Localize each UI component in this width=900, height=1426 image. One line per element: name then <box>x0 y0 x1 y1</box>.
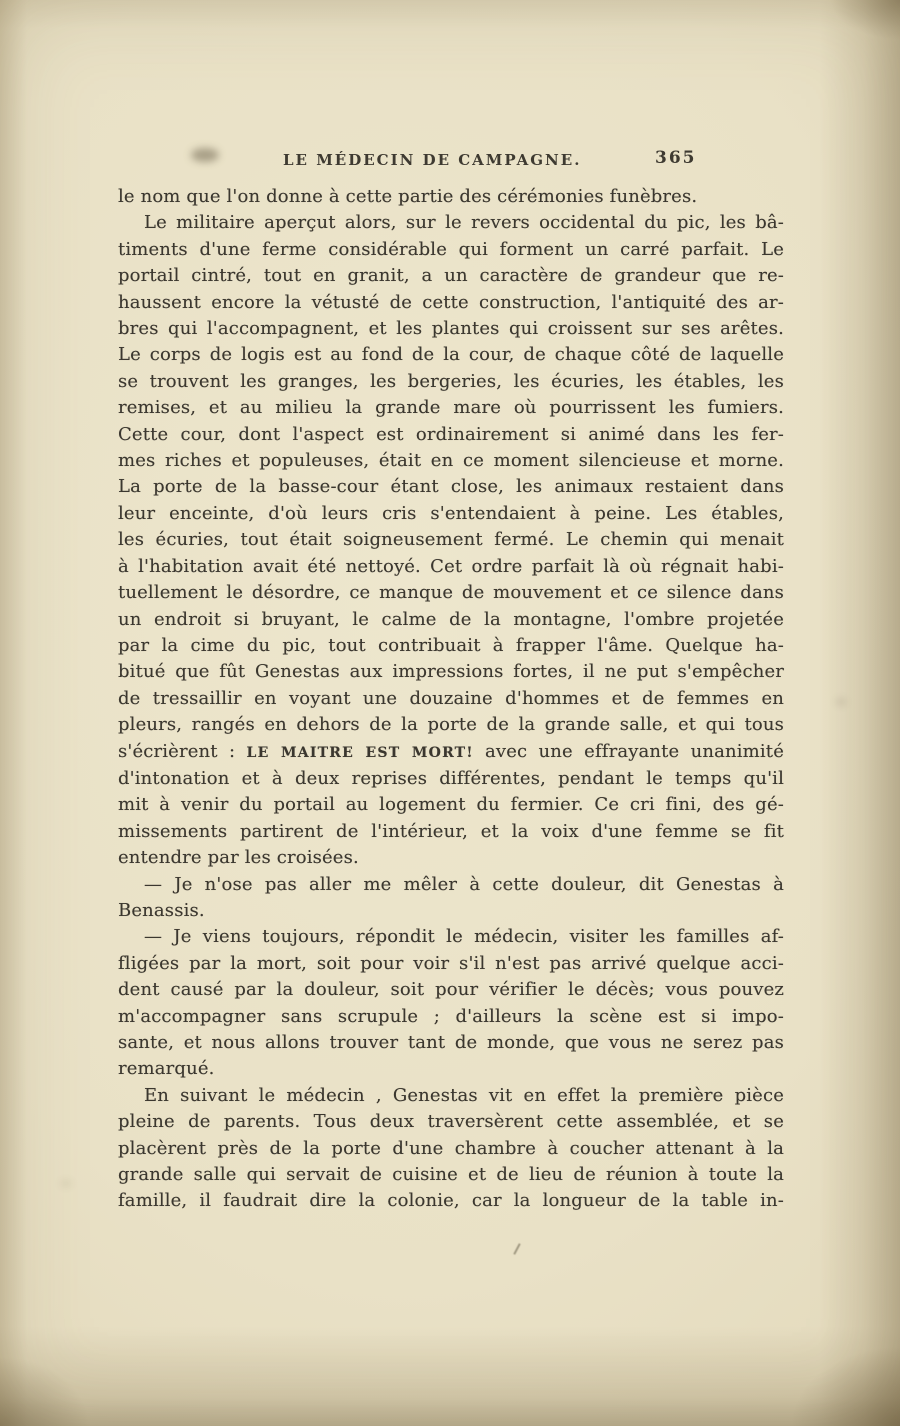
text-line: pleine de parents. Tous deux traversèrent cette assemblée, et se <box>118 1111 784 1133</box>
ink-smudge <box>191 148 219 162</box>
text-line: La porte de la basse-cour étant close, les animaux restaient dans <box>118 476 784 498</box>
text-line: se trouvent les granges, les bergeries, les écuries, les étables, les <box>118 370 784 392</box>
text-line: placèrent près de la porte d'une chambre à coucher attenant à la <box>118 1137 784 1159</box>
page-number: 365 <box>655 148 697 168</box>
text-line: par la cime du pic, tout contribuait à frapper l'âme. Quelque ha- <box>118 634 784 656</box>
text-line: tuellement le désordre, ce manque de mouvement et ce silence dans <box>118 582 784 604</box>
text-line: un endroit si bruyant, le calme de la montagne, l'ombre projetée <box>118 608 784 630</box>
paper-stain <box>836 698 846 706</box>
text-line: pleurs, rangés en dehors de la porte de la grande salle, et qui tous <box>118 714 784 736</box>
text-line: dent causé par la douleur, soit pour vérifier le décès; vous pouvez <box>118 979 784 1001</box>
page-edge-shadow <box>0 1356 90 1426</box>
text-line: haussent encore la vétusté de cette construction, l'antiquité des ar- <box>118 291 784 313</box>
text-line: Cette cour, dont l'aspect est ordinairement si animé dans les fer- <box>118 423 784 445</box>
text-line: fligées par la mort, soit pour voir s'il n'est pas arrivé quelque acci- <box>118 952 784 974</box>
text-line: remarqué. <box>118 1058 215 1080</box>
text-line: timents d'une ferme considérable qui forment un carré parfait. Le <box>118 238 784 260</box>
text-segment: s'écrièrent : <box>118 740 247 762</box>
text-line: famille, il faudrait dire la colonie, car la longueur de la table in- <box>118 1190 784 1212</box>
text-line: Benassis. <box>118 899 205 921</box>
text-line: grande salle qui servait de cuisine et de lieu de réunion à toute la <box>118 1164 784 1186</box>
text-line: En suivant le médecin , Genestas vit en effet la première pièce <box>144 1084 784 1106</box>
text-line: — Je n'ose pas aller me mêler à cette douleur, dit Genestas à <box>144 873 784 895</box>
stray-pen-mark <box>513 1243 520 1255</box>
text-line: Le militaire aperçut alors, sur le revers occidental du pic, les bâ- <box>144 212 784 234</box>
text-line: entendre par les croisées. <box>118 847 359 869</box>
text-segment: avec une effrayante unanimité <box>473 740 784 762</box>
text-line: — Je viens toujours, répondit le médecin, visiter les familles af- <box>144 926 784 948</box>
page-edge-shadow <box>830 0 900 40</box>
text-line: de tressaillir en voyant une douzaine d'hommes et de femmes en <box>118 687 784 709</box>
text-line: sante, et nous allons trouver tant de monde, que vous ne serez pas <box>118 1032 784 1053</box>
page-edge-shadow <box>790 1346 900 1426</box>
smallcaps-exclamation: LE MAITRE EST MORT! <box>246 744 474 761</box>
text-line: bitué que fût Genestas aux impressions fortes, il ne put s'empêcher <box>118 661 784 683</box>
text-line: Le corps de logis est au fond de la cour, de chaque côté de laquelle <box>118 344 784 366</box>
paper-stain <box>60 1180 72 1187</box>
text-line: d'intonation et à deux reprises différentes, pendant le temps qu'il <box>118 767 784 789</box>
text-line: mes riches et populeuses, était en ce moment silencieuse et morne. <box>118 450 784 472</box>
text-line: bres qui l'accompagnent, et les plantes qui croissent sur ses arêtes. <box>118 318 784 340</box>
text-line: missements partirent de l'intérieur, et la voix d'une femme se fit <box>118 820 784 842</box>
text-line: les écuries, tout était soigneusement fermé. Le chemin qui menait <box>118 529 784 551</box>
text-line: m'accompagner sans scrupule ; d'ailleurs la scène est si impo- <box>118 1005 784 1027</box>
page-text <box>118 184 784 1215</box>
text-line: à l'habitation avait été nettoyé. Cet ordre parfait là où régnait habi- <box>118 555 784 577</box>
running-head-title: LE MÉDECIN DE CAMPAGNE. <box>283 151 582 169</box>
text-line: mit à venir du portail au logement du fermier. Ce cri fini, des gé- <box>118 794 784 816</box>
text-line <box>118 739 784 766</box>
text-line: le nom que l'on donne à cette partie des cérémonies funèbres. <box>118 186 698 207</box>
text-line: leur enceinte, d'où leurs cris s'entendaient à peine. Les étables, <box>118 502 784 524</box>
text-line: portail cintré, tout en granit, a un caractère de grandeur que re- <box>118 265 784 287</box>
text-line: remises, et au milieu la grande mare où pourrissent les fumiers. <box>118 397 784 419</box>
